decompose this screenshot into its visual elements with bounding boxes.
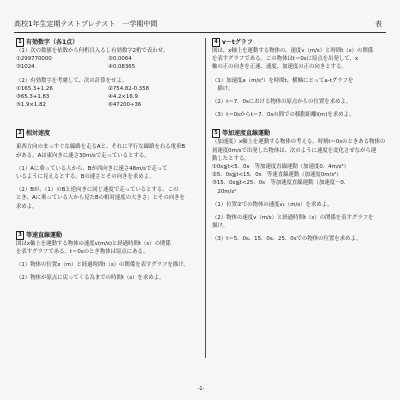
phase-item: ③15．0s≦t<25．0s 等加速度直線運動（加速度－0． bbox=[212, 180, 350, 187]
section-title: 有効数字（各1点） bbox=[26, 39, 79, 46]
body-text: 動したとする。 bbox=[212, 155, 250, 162]
question-text: （3）t＝0sからt＝7．0sの間での移動距離l(m)を求めよ。 bbox=[212, 112, 355, 119]
question-text: （2）有効数字を考慮して、次の計算をせよ。 bbox=[16, 77, 128, 84]
section-heading bbox=[212, 129, 394, 138]
question-text: 求めよ。 bbox=[16, 203, 38, 210]
section-significant-figures bbox=[16, 38, 200, 109]
item: ④4.2×16.9 bbox=[108, 94, 138, 101]
worksheet-page bbox=[6, 4, 396, 396]
question-text: （1）位置②での物体の速度v₁（m/s）を求めよ。 bbox=[212, 201, 333, 208]
section-number: 3 bbox=[16, 231, 24, 240]
question-text: （2）t＝7．0sにおける物体の原点からの位置を求めよ。 bbox=[212, 99, 352, 106]
body-text: を表すグラフである。この物体はt＝0sに原点を出発して、x bbox=[212, 56, 359, 63]
body-text: 東西方向のまっすぐな線路を走るAと、それに平行な線路を右る電車B bbox=[16, 144, 186, 151]
question-text: とき、Aに乗っている人から見たBの相対速度の大きさ」とその向きを bbox=[16, 195, 185, 202]
item: ③1024 bbox=[16, 64, 35, 71]
section-relative-velocity bbox=[16, 129, 200, 210]
section-heading bbox=[212, 38, 394, 47]
answer-grid bbox=[16, 55, 200, 71]
body-text: 初速度0m/sで出発した物体は、次のように速度を変化させながら運 bbox=[212, 147, 377, 154]
body-text: （加速度）x軸上を運動する物体の考える。時刻t＝0sのときある物体の bbox=[212, 139, 386, 146]
question-text: （1）物体の位置x（m）と経過時間t（s）の関係を表すグラフを描け。 bbox=[16, 262, 189, 269]
question-text: （2）物体が原点に戻ってくる為までの時間t（s）を求めよ。 bbox=[16, 275, 165, 282]
section-number: 2 bbox=[16, 129, 24, 138]
phase-item: ①0s≦t<5．0s 等加速度直線運動（加速度0．4m/s²） bbox=[212, 164, 350, 171]
item: ⑤1.9×1.82 bbox=[16, 102, 46, 109]
page-header bbox=[14, 18, 386, 33]
body-text: 軸の正の向きを正速、速度、加速度の正の向きとする。 bbox=[212, 64, 347, 71]
body-text: 図はx軸上を運動する物体の速度v(m/s)と経過時間t（s）の関係 bbox=[16, 240, 171, 247]
question-text: 描け。 bbox=[212, 85, 234, 92]
section-heading bbox=[16, 231, 200, 240]
section-number: 4 bbox=[212, 38, 220, 47]
section-uniform-motion bbox=[16, 231, 200, 283]
question-text: 描け。 bbox=[212, 223, 228, 230]
question-text: いるように見えるとする。Bの速さとその向きを求めよ。 bbox=[16, 174, 155, 181]
item: ③65.3+1.83 bbox=[16, 94, 50, 101]
right-column bbox=[212, 38, 394, 244]
phase-item: 20m/s² bbox=[212, 188, 237, 195]
section-title: 相対速度 bbox=[26, 130, 51, 138]
item: ⑥47200÷36 bbox=[108, 102, 142, 109]
section-number: 5 bbox=[212, 129, 220, 138]
page-number: -1- bbox=[197, 386, 205, 392]
section-title: 等速直線運動 bbox=[26, 231, 63, 239]
section-title: 等加速度直線運動 bbox=[222, 130, 271, 138]
question-text: （2）物体の速度v（m/s）と経過時間t（s）の関係を表すグラフを bbox=[212, 215, 374, 222]
body-text: 図は、x軸上を運動する物体の、速度v（m/s）と時間t（s）の関係 bbox=[212, 48, 374, 54]
phase-item: ②5．0s≦t<15．0s 等速直線運動（加速度0m/s²） bbox=[212, 172, 342, 179]
question-text: （1）次の数値を依数から何桁目入るし有効数字2桁で表わせ。 bbox=[16, 48, 169, 54]
item: ②754.82-0.358 bbox=[108, 85, 150, 92]
item: ②0.0064 bbox=[108, 56, 132, 63]
left-column bbox=[16, 38, 200, 283]
answer-grid bbox=[16, 85, 200, 110]
column-divider bbox=[205, 38, 206, 358]
exam-title: 高校1年生定期テストプレテスト 一学期中間 bbox=[14, 20, 158, 28]
item: ④0.08365 bbox=[108, 64, 136, 71]
section-title: v－tグラフ bbox=[222, 39, 253, 46]
section-number: 1 bbox=[16, 38, 24, 47]
section-vt-graph bbox=[212, 38, 394, 119]
item: ①165.3+1.26 bbox=[16, 85, 53, 92]
body-text: がある。Aは東向きに速さ30m/sで走っているとする。 bbox=[16, 152, 150, 159]
section-heading bbox=[16, 129, 200, 138]
item: ①299770000 bbox=[16, 56, 52, 63]
question-text: （1）Aに乗っている人から、Bが西向きに速さ48m/sで走って bbox=[16, 165, 168, 172]
question-text: （1）加速度a（m/s²）を時間t、横軸にとってa-tグラフを bbox=[212, 77, 354, 84]
question-text: （2）Bが、（1）のBと逆向きに同じ速度で走っているとする。この bbox=[16, 187, 179, 194]
section-heading bbox=[16, 38, 200, 47]
section-accelerated-motion bbox=[212, 129, 394, 243]
page-side-label: 表 bbox=[375, 20, 382, 28]
question-text: （3）t＝5．0s、15．0s、25．0sでの物体の位置を求めよ。 bbox=[212, 236, 362, 243]
body-text: を表すグラフである。t＝0sのとき物体は原点にある。 bbox=[16, 249, 149, 256]
